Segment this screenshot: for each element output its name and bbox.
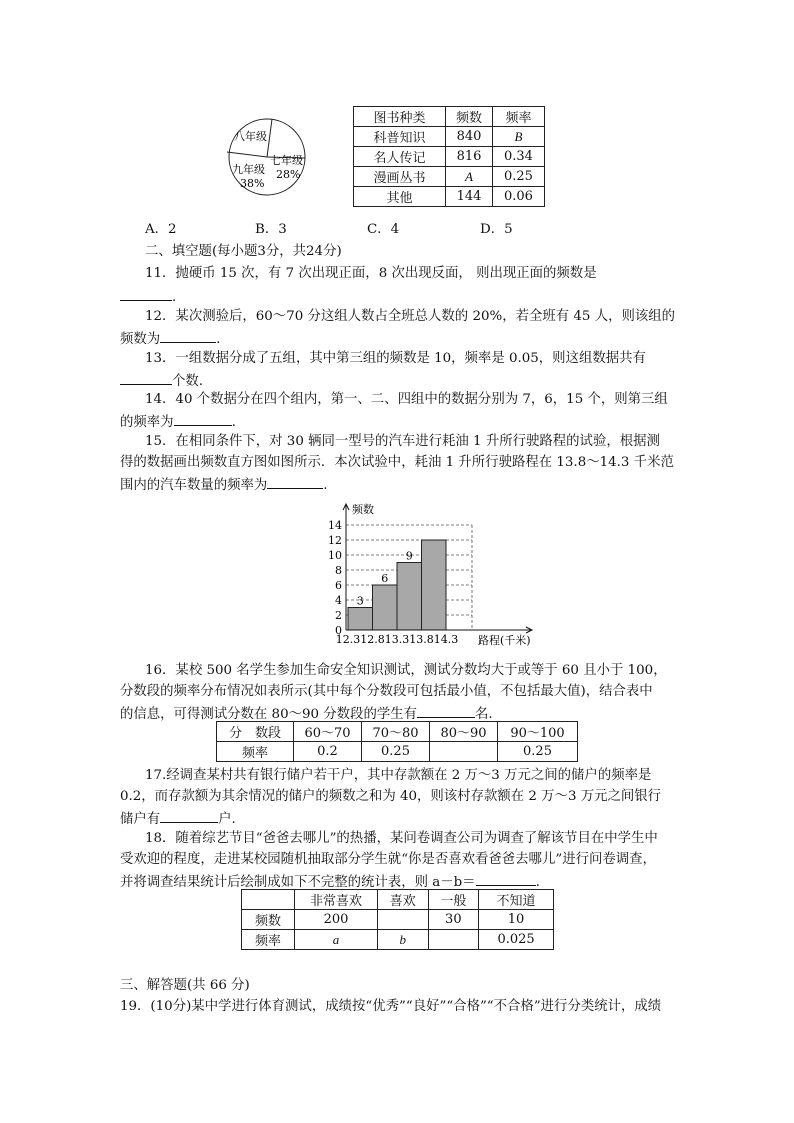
table-cell: 其他	[354, 187, 446, 207]
table-cell: 10	[479, 910, 554, 930]
q13-end: 个数.	[172, 374, 204, 389]
table-cell: 0.34	[492, 147, 544, 167]
y-tick-label: 12	[328, 534, 342, 547]
bar-value-label: 6	[381, 572, 389, 585]
q17-line1: 17.经调查某村共有银行储户若干户，其中存款额在 2 万～3 万元之间的储户的频率是	[145, 768, 652, 783]
table-cell: 0.025	[479, 930, 554, 950]
y-tick-label: 0	[335, 624, 342, 637]
section3-title: 三、解答题(共 66 分)	[120, 978, 250, 993]
section2-title: 二、填空题(每小题3分，共24分)	[145, 244, 342, 259]
pie-label-grade9: 九年级	[232, 163, 265, 176]
x-tick-label: 13.3	[384, 633, 410, 646]
table-cell	[242, 890, 295, 910]
q19-line1: 19．(10分)某中学进行体育测试，成绩按“优秀”“良好”“合格”“不合格”进行分类统计，成绩	[120, 999, 662, 1014]
table-cell: 科普知识	[354, 127, 446, 147]
table-cell: 90～100	[498, 722, 578, 742]
table-cell: 200	[295, 910, 378, 930]
mileage-histogram	[300, 500, 540, 652]
survey-table	[241, 889, 554, 950]
q14-line1: 14．40 个数据分在四个组内，第一、二、四组中的数据分别为 7，6，15 个，则第三组	[145, 392, 668, 407]
x-tick-label: 12.3	[335, 633, 361, 646]
y-tick-label: 2	[335, 609, 342, 622]
pie-percent-grade7: 28%	[276, 168, 301, 181]
q12-text: 频数为	[120, 332, 161, 347]
y-tick-label: 6	[335, 579, 342, 592]
book-header-type: 图书种类	[354, 107, 446, 127]
q17-end: 户.	[218, 812, 236, 827]
y-tick-label: 4	[335, 594, 342, 607]
y-tick-label: 10	[328, 549, 342, 562]
x-axis-label: 路程(千米)	[478, 634, 531, 647]
bar-value-label: 9	[405, 549, 413, 563]
table-cell: 不知道	[479, 890, 554, 910]
y-tick-label: 14	[328, 519, 342, 532]
table-cell	[430, 742, 498, 762]
q15-text: 围内的汽车数量的频率为	[120, 478, 268, 493]
table-cell: 频率	[217, 742, 294, 762]
option-a: A．2	[145, 222, 177, 237]
table-cell: b	[378, 930, 429, 950]
pie-percent-grade9: 38%	[240, 177, 265, 190]
table-cell: 840	[446, 127, 493, 147]
x-tick-label: 13.8	[409, 633, 434, 646]
q16-text: 的信息，可得测试分数在 80～90 分数段的学生有	[120, 707, 418, 722]
q15-line2: 得的数据画出频数直方图如图所示．本次试验中，耗油 1 升所行驶路程在 13.8～14.3 千米范	[120, 455, 674, 470]
table-cell: 0.25	[498, 742, 578, 762]
q11-line1: 11．抛硬币 15 次，有 7 次出现正面，8 次出现反面， 则出现正面的频数是	[145, 266, 597, 281]
table-cell: 非常喜欢	[295, 890, 378, 910]
table-cell	[428, 930, 479, 950]
q16-line2: 分数段的频率分布情况如表所示(其中每个分数段可包括最小值，不包括最大值)，结合表中	[120, 684, 653, 699]
table-cell: 80～90	[430, 722, 498, 742]
table-cell: 频率	[242, 930, 295, 950]
q11-end: .	[172, 290, 177, 305]
histogram-bar	[373, 585, 398, 630]
table-cell: 漫画丛书	[354, 167, 446, 187]
option-b: B．3	[255, 222, 287, 237]
pie-label-grade7: 七年级	[270, 154, 303, 167]
book-table	[353, 106, 545, 207]
answer-blank[interactable]	[417, 703, 475, 718]
q18-line1: 18．随着综艺节目“爸爸去哪儿”的热播，某问卷调查公司为调查了解该节目在中学生中	[145, 831, 658, 846]
q12-line2	[120, 328, 680, 350]
q15-line1: 15．在相同条件下，对 30 辆同一型号的汽车进行耗油 1 升所行驶路程的试验，根据测	[145, 434, 660, 449]
q18-text: 并将调查结果统计后绘制成如下不完整的统计表，则 a－b＝	[120, 875, 476, 890]
q12-end: .	[216, 332, 221, 347]
table-cell: 144	[446, 187, 493, 207]
table-cell: a	[295, 930, 378, 950]
q17-line2: 0.2，而存款额为其余情况的储户的频数之和为 40，则该村存款额在 2 万～3 万元之间银行	[120, 789, 662, 804]
q16-line1: 16．某校 500 名学生参加生命安全知识测试，测试分数均大于或等于 60 且小于 100，	[145, 663, 667, 678]
q12-line1: 12．某次测验后，60～70 分这组人数占全班总人数的 20%，若全班有 45 人，则该组的	[145, 309, 676, 324]
table-cell: 喜欢	[378, 890, 429, 910]
table-cell: 30	[428, 910, 479, 930]
table-cell: 频数	[242, 910, 295, 930]
answer-blank[interactable]	[174, 411, 232, 426]
q14-end: .	[231, 415, 236, 430]
answer-blank[interactable]	[120, 370, 172, 385]
q18-end: .	[535, 875, 540, 890]
answer-blank[interactable]	[120, 286, 172, 301]
answer-blank[interactable]	[476, 871, 536, 886]
table-cell: 0.06	[492, 187, 544, 207]
table-cell: 60～70	[294, 722, 362, 742]
histogram-bar	[422, 540, 447, 630]
grade-pie-chart	[222, 112, 312, 202]
y-tick-label: 8	[335, 564, 342, 577]
score-table	[216, 721, 578, 762]
q17-line3	[120, 808, 680, 830]
table-cell: 816	[446, 147, 493, 167]
q17-text: 储户有	[120, 812, 161, 827]
bar-value-label: 3	[356, 594, 364, 608]
option-c: C．4	[367, 222, 400, 237]
table-cell	[378, 910, 429, 930]
table-cell: A	[446, 167, 493, 187]
q14-line2	[120, 411, 680, 433]
q18-line2: 受欢迎的程度，走进某校园随机抽取部分学生就“你是否喜欢看爸爸去哪儿”进行问卷调查，	[120, 852, 656, 867]
table-cell: 0.2	[294, 742, 362, 762]
table-cell: 0.25	[492, 167, 544, 187]
table-cell: 名人传记	[354, 147, 446, 167]
book-header-rate: 频率	[492, 107, 544, 127]
pie-label-grade8: 八年级	[234, 130, 267, 143]
q13-line1: 13．一组数据分成了五组，其中第三组的频数是 10，频率是 0.05，则这组数据共有	[145, 351, 646, 366]
histogram-bar	[348, 608, 373, 631]
table-cell: B	[492, 127, 544, 147]
q11-line2	[120, 286, 680, 308]
x-tick-label: 12.8	[360, 633, 385, 646]
table-cell: 一般	[428, 890, 479, 910]
x-tick-label: 14.3	[433, 633, 459, 646]
table-cell: 70～80	[362, 722, 430, 742]
histogram-bar	[397, 563, 422, 631]
option-d: D．5	[480, 222, 513, 237]
y-axis-label: 频数	[352, 503, 374, 516]
answer-blank[interactable]	[160, 808, 218, 823]
answer-blank[interactable]	[160, 328, 216, 343]
answer-blank[interactable]	[267, 474, 323, 489]
q13-line2	[120, 370, 680, 392]
book-header-freq: 频数	[446, 107, 493, 127]
q15-line3	[120, 474, 680, 496]
q15-end: .	[323, 478, 328, 493]
table-cell: 分 数段	[217, 722, 294, 742]
q14-text: 的频率为	[120, 415, 174, 430]
table-cell: 0.25	[362, 742, 430, 762]
q16-end: 名.	[475, 707, 493, 722]
